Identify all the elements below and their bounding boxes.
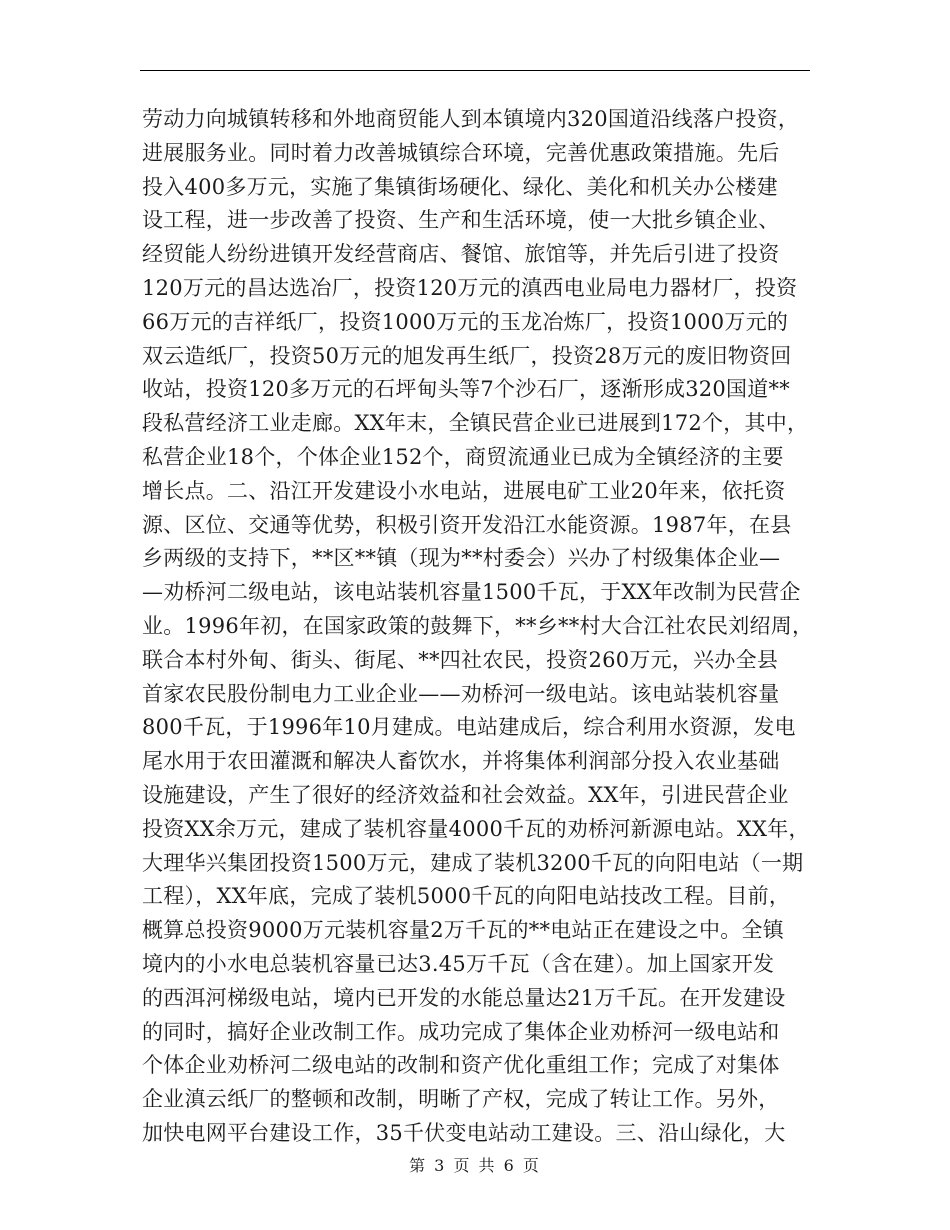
text-line: 的西洱河梯级电站，境内已开发的水能总量达21万千瓦。在开发建设: [142, 985, 786, 1010]
text-line: 概算总投资9000万元装机容量2万千瓦的**电站正在建设之中。全镇: [142, 918, 785, 943]
text-line: 设施建设，产生了很好的经济效益和社会效益。XX年，引进民营企业: [142, 782, 789, 807]
text-line: 源、区位、交通等优势，积极引资开发沿江水能资源。1987年，在县: [142, 512, 792, 537]
text-line: 首家农民股份制电力工业企业——劝桥河一级电站。该电站装机容量: [142, 681, 780, 706]
text-line: 企业滇云纸厂的整顿和改制，明晰了产权，完成了转让工作。另外，: [142, 1087, 780, 1112]
text-line: 工程），XX年底，完成了装机5000千瓦的向阳电站技改工程。目前，: [142, 884, 791, 909]
text-line: 尾水用于农田灌溉和解决人畜饮水，并将集体利润部分投入农业基础: [142, 749, 780, 774]
text-line: 经贸能人纷纷进镇开发经营商店、餐馆、旅馆等，并先后引进了投资: [142, 242, 780, 267]
text-line: 加快电网平台建设工作，35千伏变电站动工建设。三、沿山绿化，大: [142, 1120, 786, 1145]
text-line: 的同时，搞好企业改制工作。成功完成了集体企业劝桥河一级电站和: [142, 1019, 780, 1044]
text-line: 境内的小水电总装机容量已达3.45万千瓦（含在建）。加上国家开发: [142, 951, 775, 976]
text-line: 劳动力向城镇转移和外地商贸能人到本镇境内320国道沿线落户投资，: [142, 107, 800, 131]
text-line: 联合本村外甸、街头、街尾、**四社农民，投资260万元，兴办全县: [142, 647, 779, 672]
text-line: 进展服务业。同时着力改善城镇综合环境，完善优惠政策措施。先后: [142, 140, 780, 165]
text-line: 大理华兴集团投资1500万元，建成了装机3200千瓦的向阳电站（一期: [142, 850, 804, 875]
body-text: [142, 103, 822, 1151]
text-line: 段私营经济工业走廊。XX年末，全镇民营企业已进展到172个，其中，: [142, 411, 809, 436]
text-line: 业。1996年初，在国家政策的鼓舞下，**乡**村大合江社农民刘绍周，: [142, 613, 814, 638]
header-rule: [140, 70, 810, 71]
page-number: 第 3 页 共 6 页: [409, 1156, 541, 1175]
text-line: 双云造纸厂，投资50万元的旭发再生纸厂，投资28万元的废旧物资回: [142, 343, 792, 368]
text-line: 投资XX余万元，建成了装机容量4000千瓦的劝桥河新源电站。XX年，: [142, 816, 810, 841]
text-line: 收站，投资120多万元的石坪甸头等7个沙石厂，逐渐形成320国道**: [142, 377, 791, 402]
text-line: 个体企业劝桥河二级电站的改制和资产优化重组工作；完成了对集体: [142, 1053, 780, 1078]
text-line: 私营企业18个，个体企业152个，商贸流通业已成为全镇经济的主要: [142, 444, 784, 469]
text-line: 乡两级的支持下，**区**镇（现为**村委会）兴办了村级集体企业—: [142, 546, 781, 571]
text-line: —劝桥河二级电站，该电站装机容量1500千瓦，于XX年改制为民营企: [142, 580, 801, 605]
text-line: 120万元的昌达选冶厂，投资120万元的滇西电业局电力器材厂，投资: [142, 275, 798, 300]
text-line: 增长点。二、沿江开发建设小水电站，进展电矿工业20年来，依托资: [142, 478, 786, 503]
text-line: 投入400多万元，实施了集镇街场硬化、绿化、美化和机关办公楼建: [142, 174, 778, 199]
text-line: 设工程，进一步改善了投资、生产和生活环境，使一大批乡镇企业、: [142, 208, 780, 233]
text-line: 66万元的吉祥纸厂，投资1000万元的玉龙冶炼厂，投资1000万元的: [142, 309, 789, 334]
text-line: 800千瓦，于1996年10月建成。电站建成后，综合利用水资源，发电: [142, 715, 796, 740]
